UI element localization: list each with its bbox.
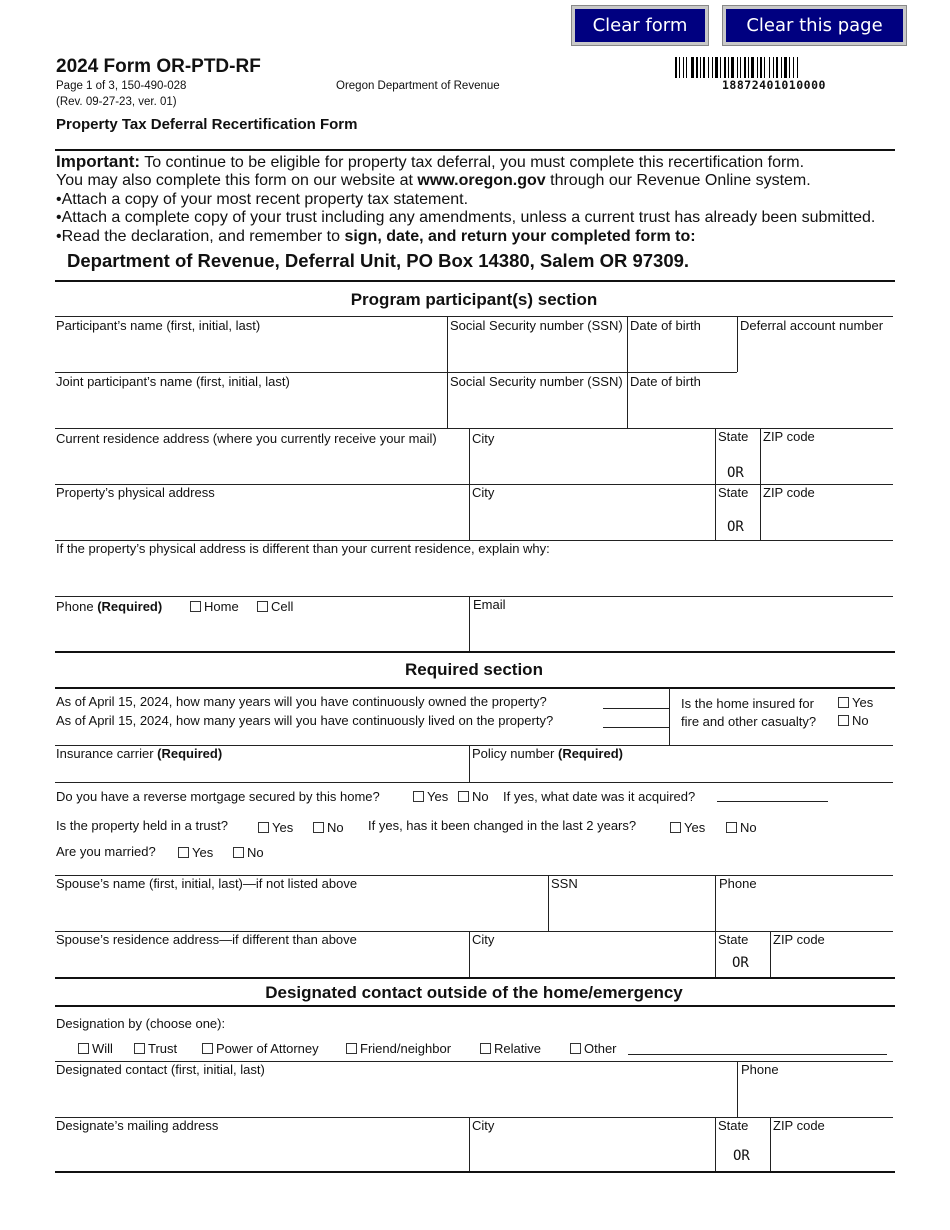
bullet-3: •Read the declaration, and remember to sign, date, and return your completed form to: [56, 228, 696, 245]
important-line1 [56, 152, 804, 172]
text: You may also complete this form on our website at [56, 172, 418, 189]
label: Other [584, 1041, 617, 1056]
deferral-account-field[interactable]: Deferral account number [740, 318, 884, 333]
label: Yes [852, 695, 874, 710]
married-yes-checkbox[interactable] [178, 845, 213, 860]
power-of-attorney-checkbox[interactable] [202, 1041, 319, 1056]
years-owned-label: As of April 15, 2024, how many years will you have continuously owned the property? [56, 694, 547, 709]
other-checkbox[interactable] [570, 1041, 617, 1056]
label: Yes [272, 820, 294, 835]
text: sign, date, and return your completed form to: [344, 228, 696, 245]
label: No [852, 713, 869, 728]
property-state-field[interactable]: OR [727, 519, 744, 535]
checkbox-icon [233, 847, 244, 858]
other-field[interactable] [628, 1054, 887, 1055]
spouse-state-field[interactable]: OR [732, 955, 749, 971]
email-field[interactable]: Email [473, 597, 506, 612]
barcode-number: 18872401010000 [722, 78, 826, 92]
residence-state-label: State [718, 429, 749, 444]
designate-address-field[interactable]: Designate’s mailing address [56, 1118, 219, 1133]
spouse-name-field[interactable]: Spouse’s name (first, initial, last)—if not listed above [56, 876, 358, 891]
spouse-address-field[interactable]: Spouse’s residence address—if different than above [56, 932, 357, 947]
spouse-zip-field[interactable]: ZIP code [773, 932, 825, 947]
will-checkbox[interactable] [78, 1041, 113, 1056]
trust-no-checkbox[interactable] [313, 820, 344, 835]
label: Cell [271, 599, 294, 614]
residence-address-field[interactable]: Current residence address (where you currently receive your mail) [56, 431, 437, 446]
relative-checkbox[interactable] [480, 1041, 541, 1056]
checkbox-icon [134, 1043, 145, 1054]
participant-name-field[interactable]: Participant’s name (first, initial, last) [56, 318, 261, 333]
mortgage-date-label: If yes, what date was it acquired? [503, 789, 696, 804]
checkbox-icon [258, 822, 269, 833]
insured-label-2: fire and other casualty? [681, 714, 817, 729]
label: Home [204, 599, 239, 614]
address-explanation-field[interactable]: If the property’s physical address is different than your current residence, explain why: [56, 541, 550, 556]
checkbox-icon [78, 1043, 89, 1054]
label: No [740, 820, 757, 835]
phone-field[interactable] [56, 599, 162, 614]
revision: (Rev. 09-27-23, ver. 01) [56, 96, 177, 108]
checkbox-icon [313, 822, 324, 833]
text: through our Revenue Online system. [545, 172, 811, 189]
insurance-carrier-field[interactable] [56, 746, 222, 761]
mortgage-no-checkbox[interactable] [458, 789, 489, 804]
joint-ssn-field[interactable]: Social Security number (SSN) [450, 374, 623, 389]
website-link[interactable]: www.oregon.gov [417, 172, 546, 189]
label: Insurance carrier [56, 746, 158, 761]
insured-yes-checkbox[interactable] [838, 695, 873, 710]
required-label: (Required) [97, 599, 163, 614]
checkbox-icon [570, 1043, 581, 1054]
spouse-phone-field[interactable]: Phone [719, 876, 757, 891]
label: Will [92, 1041, 113, 1056]
clear-form-button[interactable]: Clear form [572, 6, 708, 45]
residence-city-field[interactable]: City [472, 431, 495, 446]
designated-contact-field[interactable]: Designated contact (first, initial, last) [56, 1062, 265, 1077]
friend-neighbor-checkbox[interactable] [346, 1041, 451, 1056]
cell-checkbox[interactable] [257, 599, 293, 614]
property-zip-field[interactable]: ZIP code [763, 485, 815, 500]
designate-state-label: State [718, 1118, 749, 1133]
mortgage-date-field[interactable] [717, 801, 828, 802]
insured-label: Is the home insured for [681, 696, 814, 711]
important-line2 [56, 171, 811, 190]
trust-changed-label: If yes, has it been changed in the last 2 years? [368, 818, 637, 833]
spouse-state-label: State [718, 932, 749, 947]
spouse-ssn-field[interactable]: SSN [551, 876, 578, 891]
mailing-address: Department of Revenue, Deferral Unit, PO Box 14380, Salem OR 97309. [67, 250, 690, 271]
participant-dob-field[interactable]: Date of birth [630, 318, 701, 333]
trust-yes-checkbox[interactable] [258, 820, 293, 835]
married-label: Are you married? [56, 844, 156, 859]
clear-page-button[interactable]: Clear this page [723, 6, 906, 45]
text: Attach a copy of your most recent property tax statement. [61, 191, 469, 208]
property-address-field[interactable]: Property’s physical address [56, 485, 215, 500]
participant-ssn-field[interactable]: Social Security number (SSN) [450, 318, 623, 333]
text: Read the declaration, and remember to [61, 228, 345, 245]
agency: Oregon Department of Revenue [336, 80, 500, 92]
page-info: Page 1 of 3, 150-490-028 [56, 80, 187, 92]
label: No [327, 820, 344, 835]
label: Power of Attorney [216, 1041, 319, 1056]
trust-label: Is the property held in a trust? [56, 818, 228, 833]
trust-changed-yes-checkbox[interactable] [670, 820, 705, 835]
checkbox-icon [838, 697, 849, 708]
label: Yes [684, 820, 706, 835]
property-state-label: State [718, 485, 749, 500]
married-no-checkbox[interactable] [233, 845, 264, 860]
label: Policy number [472, 746, 558, 761]
years-lived-label: As of April 15, 2024, how many years will you have continuously lived on the property? [56, 713, 554, 728]
designate-zip-field[interactable]: ZIP code [773, 1118, 825, 1133]
barcode [675, 57, 885, 78]
label: No [472, 789, 489, 804]
checkbox-icon [838, 715, 849, 726]
designate-state-field[interactable]: OR [733, 1148, 750, 1164]
residence-zip-field[interactable]: ZIP code [763, 429, 815, 444]
text: Attach a complete copy of your trust including any amendments, unless a current trust has already been submitted. [61, 209, 876, 226]
years-owned-field[interactable] [603, 708, 669, 709]
designated-heading: Designated contact outside of the home/emergency [265, 983, 683, 1002]
label: Yes [192, 845, 214, 860]
checkbox-icon [480, 1043, 491, 1054]
spouse-city-field[interactable]: City [472, 932, 495, 947]
required-heading: Required section [405, 660, 543, 679]
home-checkbox[interactable] [190, 599, 239, 614]
designated-phone-field[interactable]: Phone [741, 1062, 779, 1077]
label: Yes [427, 789, 449, 804]
required-label: (Required) [557, 746, 623, 761]
checkbox-icon [346, 1043, 357, 1054]
residence-state-field[interactable]: OR [727, 465, 744, 481]
policy-number-field[interactable] [472, 746, 623, 761]
checkbox-icon [670, 822, 681, 833]
insured-no-checkbox[interactable] [838, 713, 869, 728]
reverse-mortgage-label: Do you have a reverse mortgage secured by this home? [56, 789, 380, 804]
label: Friend/neighbor [360, 1041, 452, 1056]
phone-label: Phone [56, 599, 98, 614]
checkbox-icon [178, 847, 189, 858]
designation-label: Designation by (choose one): [56, 1016, 226, 1031]
important-lead: Important: [56, 152, 141, 171]
checkbox-icon [257, 601, 268, 612]
joint-name-field[interactable]: Joint participant’s name (first, initial, last) [56, 374, 290, 389]
participant-heading: Program participant(s) section [350, 290, 598, 309]
label: No [247, 845, 264, 860]
checkbox-icon [202, 1043, 213, 1054]
checkbox-icon [458, 791, 469, 802]
important-text: To continue to be eligible for property tax deferral, you must complete this recertification form. [140, 154, 805, 171]
checkbox-icon [190, 601, 201, 612]
form-subtitle: Property Tax Deferral Recertification Form [56, 116, 358, 133]
form-title: 2024 Form OR-PTD-RF [56, 56, 261, 77]
designate-city-field[interactable]: City [472, 1118, 495, 1133]
years-lived-field[interactable] [603, 727, 669, 728]
required-label: (Required) [157, 746, 223, 761]
bullet-2: •Attach a complete copy of your trust including any amendments, unless a current trust has already been submitted. [56, 209, 876, 226]
trust-option-checkbox[interactable] [134, 1041, 177, 1056]
property-city-field[interactable]: City [472, 485, 495, 500]
checkbox-icon [413, 791, 424, 802]
label: Trust [148, 1041, 178, 1056]
checkbox-icon [726, 822, 737, 833]
trust-changed-no-checkbox[interactable] [726, 820, 757, 835]
mortgage-yes-checkbox[interactable] [413, 789, 448, 804]
label: Relative [494, 1041, 541, 1056]
bullet-1: •Attach a copy of your most recent property tax statement. [56, 191, 469, 208]
joint-dob-field[interactable]: Date of birth [630, 374, 701, 389]
